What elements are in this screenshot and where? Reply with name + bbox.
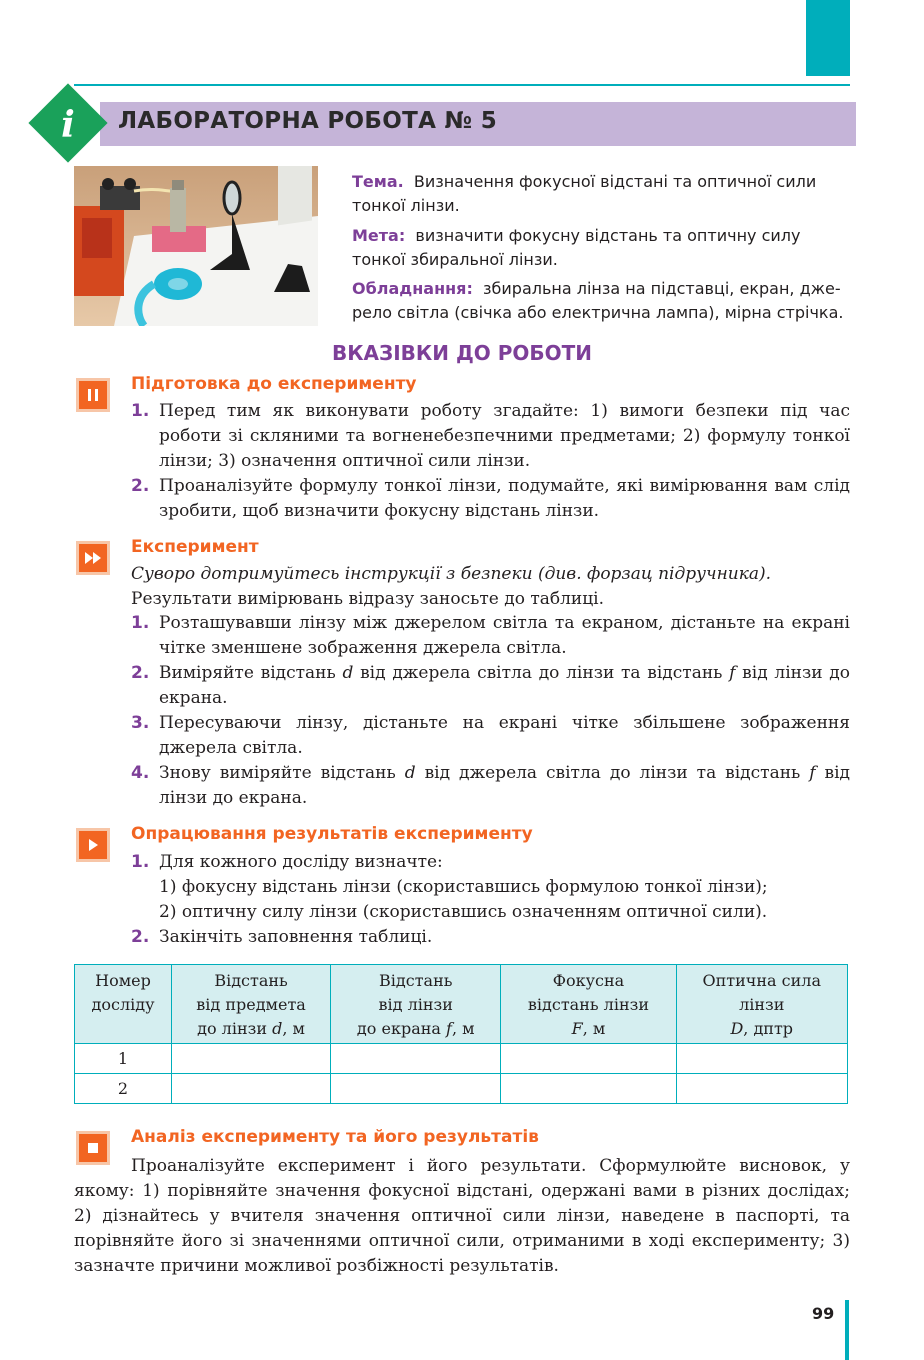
item-number: 2. xyxy=(131,476,150,496)
list-item xyxy=(131,399,850,474)
col-header-focal-length: Фокусна відстань лінзи F, м xyxy=(501,965,676,1044)
col-header-object-distance: Відстань від предмета до лінзи d, м xyxy=(172,965,331,1044)
analysis-text: Проаналізуйте експеримент і його результати. Сформулюйте висновок, у якому: 1) порівняйте значення фокусної відстані, одержані вами в різних дослідах; 2) дізнайтесь у вчителя значення оптичної сили лінзи, наведене в паспорті, та порівняйте його зі значеннями оптичної сили, отриманими в ході експерименту; 3) зазначте причини можливої розбіжності результатів. xyxy=(74,1156,850,1276)
equipment-label: Обладнання: xyxy=(352,279,473,298)
item-number: 1. xyxy=(131,613,150,633)
table-cell xyxy=(501,1044,676,1074)
table-cell xyxy=(331,1074,501,1104)
fast-forward-icon xyxy=(76,541,110,575)
col-header-optical-power: Оптична сила лінзи D, дптр xyxy=(676,965,848,1044)
safety-note: Суворо дотримуйтесь інструкції з безпеки (див. форзац підручника). xyxy=(131,564,772,584)
item-text: Закінчіть заповнення таблиці. xyxy=(159,927,433,947)
list-item xyxy=(131,761,850,811)
list-item xyxy=(131,661,850,711)
top-rule xyxy=(74,84,850,86)
table-cell xyxy=(676,1044,848,1074)
item-text: Для кожного досліду визначте: xyxy=(159,852,443,872)
topic-text: Визначення фокусної відстані та оптичної сили тонкої лінзи. xyxy=(352,172,817,215)
table-row xyxy=(75,1074,848,1104)
sub-item: 1) фокусну відстань лінзи (скориставшись формулою тонкої лінзи); xyxy=(159,877,768,897)
page-number: 99 xyxy=(812,1304,835,1323)
equipment-paragraph xyxy=(352,277,850,325)
goal-label: Мета: xyxy=(352,226,406,245)
item-text: Проаналізуйте формулу тонкої лінзи, подумайте, які вимірювання вам слід зробити, щоб визначити фокусну відстань лінзи. xyxy=(159,476,850,521)
topic-paragraph xyxy=(352,170,850,218)
table-cell: 2 xyxy=(75,1074,172,1104)
item-text: Знову виміряйте відстань d від джерела світла до лінзи та відстань f від лінзи до екрана. xyxy=(159,763,851,808)
sub-item: 2) оптичну силу лінзи (скориставшись означенням оптичної сили). xyxy=(159,902,768,922)
col-header-image-distance: Відстань від лінзи до екрана f, м xyxy=(331,965,501,1044)
col-header-number: Номер досліду xyxy=(75,965,172,1044)
list-item xyxy=(131,711,850,761)
table-row xyxy=(75,1044,848,1074)
info-icon: i xyxy=(61,104,75,146)
table-cell xyxy=(676,1074,848,1104)
results-table xyxy=(74,964,848,1104)
item-number: 4. xyxy=(131,763,150,783)
experiment-title: Експеримент xyxy=(131,537,259,557)
table-cell xyxy=(331,1044,501,1074)
list-item xyxy=(131,474,850,524)
item-text: Розташувавши лінзу між джерелом світла та екраном, дістаньте на екрані чітке зменшене зображення джерела світла. xyxy=(159,613,850,658)
item-number: 1. xyxy=(131,852,150,872)
play-icon xyxy=(76,828,110,862)
pause-icon xyxy=(76,378,110,412)
table-cell xyxy=(172,1044,331,1074)
results-note: Результати вимірювань відразу заносьте до таблиці. xyxy=(131,589,605,609)
item-number: 3. xyxy=(131,713,150,733)
list-item xyxy=(131,925,850,950)
table-header-row xyxy=(75,965,848,1044)
preparation-title: Підготовка до експерименту xyxy=(131,374,417,394)
goal-text: визначити фокусну відстань та оптичну силу тонкої збиральної лінзи. xyxy=(352,226,801,269)
list-item xyxy=(131,611,850,661)
topic-label: Тема. xyxy=(352,172,404,191)
item-number: 2. xyxy=(131,927,150,947)
list-item xyxy=(131,850,850,875)
page-number-bar xyxy=(845,1300,849,1360)
table-cell: 1 xyxy=(75,1044,172,1074)
page-title: ЛАБОРАТОРНА РОБОТА № 5 xyxy=(118,108,498,134)
goal-paragraph xyxy=(352,224,850,272)
equipment-photo xyxy=(74,166,318,326)
item-text: Пересуваючи лінзу, дістаньте на екрані чітке збільшене зображення джерела світла. xyxy=(159,713,850,758)
page-corner-tab xyxy=(806,0,850,76)
table-cell xyxy=(501,1074,676,1104)
instructions-heading: ВКАЗІВКИ ДО РОБОТИ xyxy=(331,341,593,365)
processing-title: Опрацювання результатів експерименту xyxy=(131,824,533,844)
table-cell xyxy=(172,1074,331,1104)
item-number: 2. xyxy=(131,663,150,683)
item-number: 1. xyxy=(131,401,150,421)
item-text: Виміряйте відстань d від джерела світла до лінзи та відстань f від лінзи до екрана. xyxy=(159,663,850,708)
equipment-text: збиральна лінза на підставці, екран, джерело світла (свічка або електрична лампа), мірна стрічка. xyxy=(352,279,844,322)
analysis-title: Аналіз експерименту та його результатів xyxy=(131,1127,539,1147)
item-text: Перед тим як виконувати роботу згадайте: 1) вимоги безпеки під час роботи зі скляними та вогненебезпечними предметами; 2) формулу тонкої лінзи; 3) означення оптичної сили лінзи. xyxy=(159,401,850,471)
